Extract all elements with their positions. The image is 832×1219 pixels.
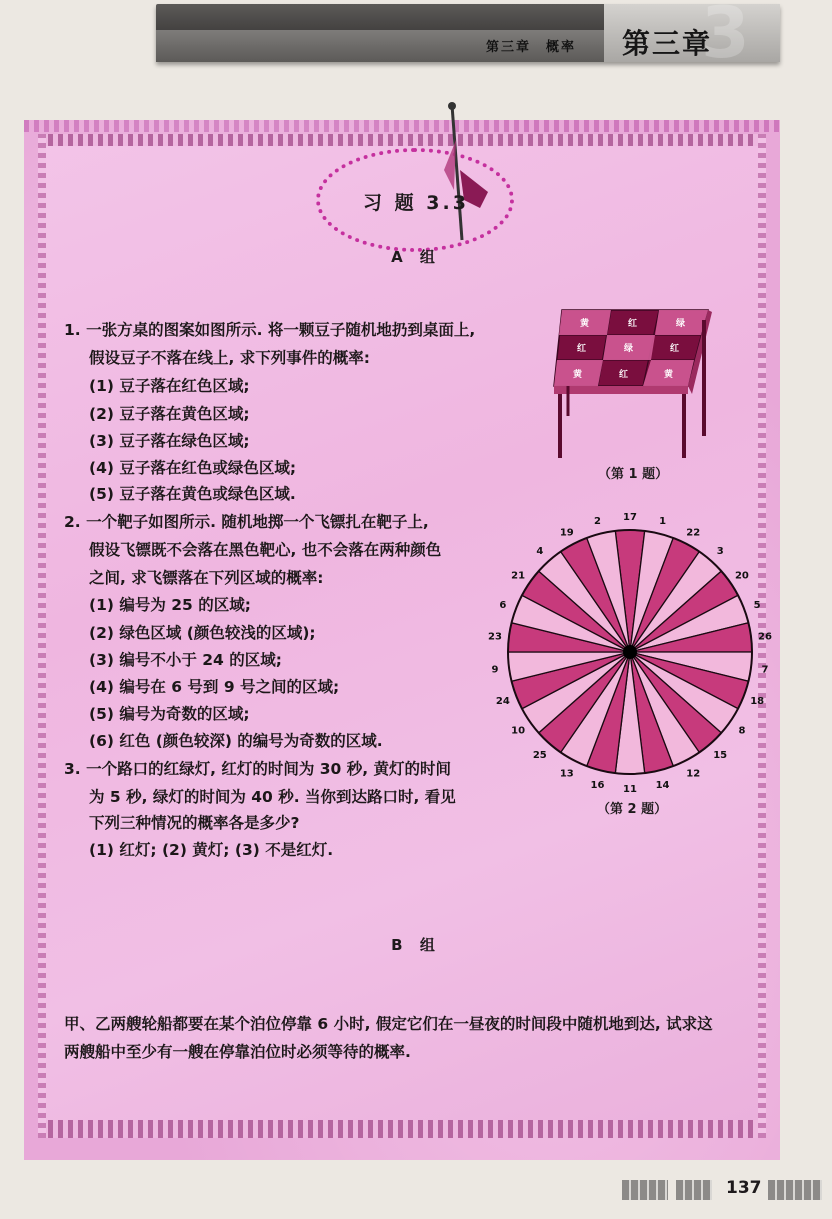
target-number-label: 2: [593, 515, 601, 527]
q1-item-3: (3) 豆子落在绿色区域;: [89, 432, 250, 450]
q2-line-1: 2. 一个靶子如图所示. 随机地掷一个飞镖扎在靶子上,: [64, 513, 429, 531]
q1-item-2: (2) 豆子落在黄色区域;: [89, 405, 250, 423]
target-number-label: 6: [499, 599, 507, 611]
target-number-label: 5: [753, 599, 761, 611]
target-number-label: 17: [623, 512, 637, 523]
q2-item-5: (5) 编号为奇数的区域;: [89, 705, 250, 723]
target-number-label: 1: [659, 515, 667, 527]
target-number-label: 14: [655, 780, 670, 792]
target-number-label: 7: [761, 664, 769, 676]
q1-item-5: (5) 豆子落在黄色或绿色区域.: [89, 485, 296, 503]
table-label-6: 红: [670, 344, 680, 354]
panel-border-bottom: [38, 1120, 766, 1138]
header-chapter-big: 第三章: [622, 27, 713, 60]
panel-border-left: [38, 134, 46, 1138]
q2-line-3: 之间, 求飞镖落在下列区域的概率:: [89, 569, 324, 587]
q3-items: (1) 红灯; (2) 黄灯; (3) 不是红灯.: [89, 841, 334, 859]
target-number-label: 3: [716, 546, 724, 558]
target-number-label: 8: [738, 725, 746, 737]
q1-line-1: 1. 一张方桌的图案如图所示. 将一颗豆子随机地扔到桌面上,: [64, 321, 476, 339]
target-number-label: 18: [750, 696, 765, 708]
exercise-title: 习 题 3.3: [363, 192, 469, 214]
group-a-heading: A 组: [391, 248, 441, 266]
target-number-label: 26: [758, 631, 772, 643]
q2-item-1: (1) 编号为 25 的区域;: [89, 596, 251, 614]
target-number-label: 21: [511, 570, 526, 582]
page-number: 137: [726, 1178, 762, 1198]
b-problem-line-1: 甲、乙两艘轮船都要在某个泊位停靠 6 小时, 假定它们在一昼夜的时间段中随机地到达, 试求这: [64, 1015, 713, 1033]
target-figure: [490, 504, 780, 804]
table-label-9: 黄: [664, 370, 674, 380]
q1-line-2: 假设豆子不落在线上, 求下列事件的概率:: [89, 349, 370, 367]
q1-caption: （第 1 题）: [598, 467, 669, 482]
q3-line-3: 下列三种情况的概率各是多少?: [89, 814, 300, 832]
b-problem-line-2: 两艘船中至少有一艘在停靠泊位时必须等待的概率.: [64, 1043, 411, 1061]
q2-line-2: 假设飞镖既不会落在黑色靶心, 也不会落在两种颜色: [89, 541, 442, 559]
q2-item-6: (6) 红色 (颜色较深) 的编号为奇数的区域.: [89, 732, 383, 750]
target-number-label: 13: [559, 768, 574, 780]
table-label-7: 黄: [573, 370, 583, 380]
q3-line-1: 3. 一个路口的红绿灯, 红灯的时间为 30 秒, 黄灯的时间: [64, 760, 452, 778]
target-number-label: 24: [495, 696, 510, 708]
table-label-8: 红: [619, 370, 629, 380]
q2-item-3: (3) 编号不小于 24 的区域;: [89, 651, 282, 669]
table-label-1: 黄: [580, 319, 590, 329]
q1-item-4: (4) 豆子落在红色或绿色区域;: [89, 459, 297, 477]
target-number-label: 20: [734, 570, 749, 582]
quill-icon: [430, 100, 510, 250]
table-label-4: 红: [577, 344, 587, 354]
target-number-label: 23: [488, 631, 502, 643]
q1-item-1: (1) 豆子落在红色区域;: [89, 377, 250, 395]
target-number-label: 10: [511, 725, 526, 737]
target-number-label: 11: [623, 784, 637, 795]
chapter-header: [156, 0, 780, 74]
target-number-label: 25: [532, 749, 547, 761]
target-number-label: 15: [713, 749, 728, 761]
table-label-5: 绿: [624, 344, 634, 354]
q2-item-4: (4) 编号在 6 号到 9 号之间的区域;: [89, 678, 340, 696]
target-number-label: 22: [686, 527, 701, 539]
footer-bar-right: [768, 1180, 822, 1200]
target-bullseye: [623, 645, 637, 659]
table-label-3: 绿: [676, 319, 686, 329]
target-number-label: 16: [590, 780, 605, 792]
table-figure: [540, 296, 720, 466]
target-number-label: 4: [536, 546, 544, 558]
target-number-label: 12: [686, 768, 701, 780]
q2-caption: （第 2 题）: [597, 802, 668, 817]
q3-line-2: 为 5 秒, 绿灯的时间为 40 秒. 当你到达路口时, 看见: [89, 788, 456, 806]
panel-border-top: [38, 134, 766, 146]
q2-item-2: (2) 绿色区域 (颜色较浅的区域);: [89, 624, 316, 642]
footer-bar-left-2: [676, 1180, 712, 1200]
header-chapter-digit: 3: [701, 0, 750, 74]
target-number-label: 19: [559, 527, 574, 539]
header-chapter-small: 第三章 概率: [486, 40, 577, 55]
footer-bar-left-1: [622, 1180, 668, 1200]
target-number-label: 9: [491, 664, 499, 676]
group-b-heading: B 组: [391, 936, 441, 954]
table-label-2: 红: [628, 319, 638, 329]
